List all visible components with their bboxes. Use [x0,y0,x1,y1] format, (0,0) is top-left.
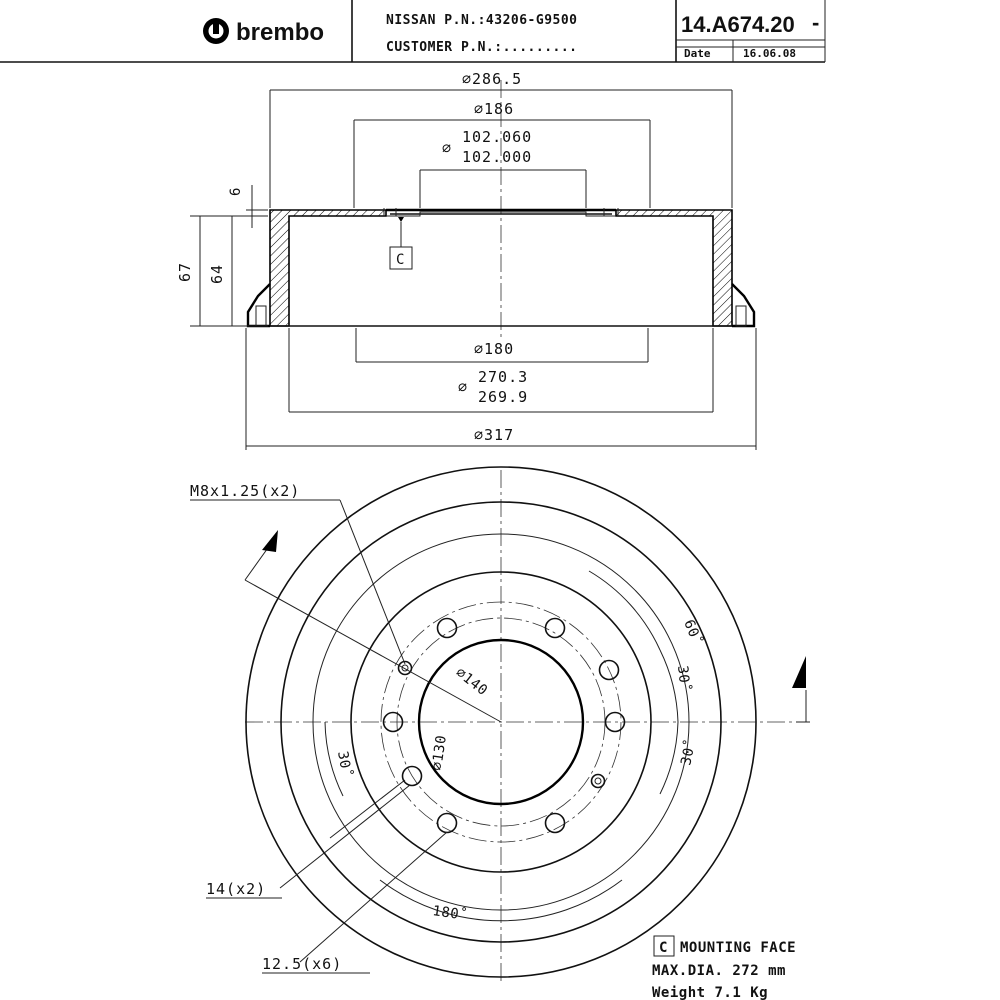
title-block [0,0,825,62]
note-weight: Weight 7.1 Kg [652,985,769,1000]
note-mounting-face: MOUNTING FACE [680,940,797,956]
notes [652,936,796,1000]
section-arrow-top [245,530,278,580]
angle-60: 60˚ [680,617,706,649]
note-max-diameter: MAX.DIA. 272 mm [652,963,786,979]
dim-braking-diameter-symbol: ⌀ [458,378,469,396]
datum-c-label: C [396,252,405,268]
angle-30-left: 30˚ [334,749,355,780]
dim-braking-diameter-min: 269.9 [478,388,529,406]
dim-total-height: 67 [176,261,194,282]
drum-section-left [270,210,386,326]
brembo-logo [203,18,324,46]
pcd-130: ⌀130 [429,733,450,772]
section-view [176,70,756,450]
note-datum-box: C [659,940,668,956]
part-number: 14.A674.20 [681,12,795,37]
dim-plate-thickness: 6 [228,187,244,196]
dim-pilot-step-diameter: ⌀186 [474,100,515,118]
brand-name: brembo [236,19,325,46]
dim-outer-flange-diameter: ⌀286.5 [462,70,523,88]
wheel-holes-callout: 12.5(x6) [262,955,343,973]
dim-center-hole-min: 102.000 [462,148,533,166]
dim-center-hole-symbol: ⌀ [442,139,453,157]
date-label: Date [684,47,711,60]
pcd-140: ⌀140 [452,664,491,700]
thread-holes-callout: M8x1.25(x2) [190,482,301,500]
angle-30-right-top: 30˚ [674,664,693,694]
dim-inner-height: 64 [208,263,226,284]
oem-part-number: NISSAN P.N.:43206-G9500 [386,13,578,28]
angle-30-right-bottom: 30˚ [678,737,700,767]
angle-180: 180˚ [431,903,470,924]
part-number-suffix: - [812,10,820,35]
dim-overall-diameter: ⌀317 [474,426,515,444]
section-arrow-right [792,656,810,722]
customer-part-number: CUSTOMER P.N.:......... [386,40,578,55]
pilot-holes-callout: 14(x2) [206,880,267,898]
date-value: 16.06.08 [743,47,796,60]
drum-section-right [616,210,732,326]
dim-bolt-face-diameter: ⌀180 [474,340,515,358]
dim-braking-diameter-max: 270.3 [478,368,529,386]
plan-view [190,467,810,985]
dim-center-hole-max: 102.060 [462,128,533,146]
